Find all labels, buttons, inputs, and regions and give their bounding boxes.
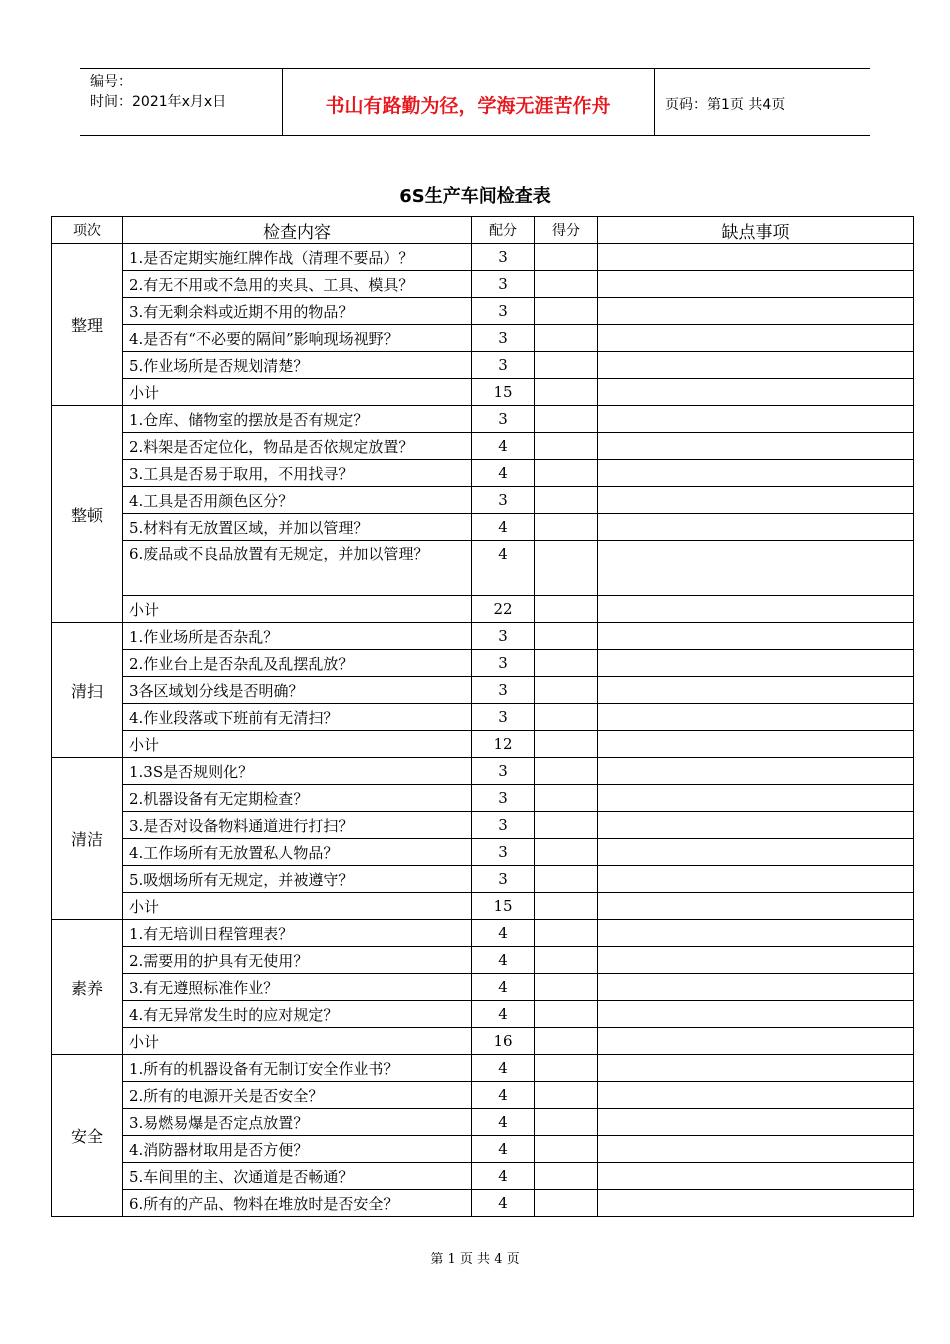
check-content-cell: 小计 <box>123 1028 472 1055</box>
defects-cell[interactable] <box>598 271 914 298</box>
defects-cell[interactable] <box>598 623 914 650</box>
header-motto: 书山有路勤为径，学海无涯苦作舟 <box>325 95 611 117</box>
score-cell[interactable] <box>535 514 598 541</box>
header-content: 检查内容 <box>123 217 472 244</box>
check-content-cell: 5.吸烟场所有无规定，并被遵守？ <box>123 866 472 893</box>
category-cell: 素养 <box>52 920 123 1055</box>
defects-cell[interactable] <box>598 704 914 731</box>
table-row <box>52 1001 914 1028</box>
check-content-cell: 1.所有的机器设备有无制订安全作业书？ <box>123 1055 472 1082</box>
defects-cell[interactable] <box>598 1109 914 1136</box>
max-score-cell: 15 <box>472 893 535 920</box>
subtotal-row <box>52 731 914 758</box>
score-cell[interactable] <box>535 379 598 406</box>
table-row <box>52 839 914 866</box>
score-cell[interactable] <box>535 325 598 352</box>
max-score-cell: 3 <box>472 298 535 325</box>
inspection-table <box>51 216 914 1217</box>
score-cell[interactable] <box>535 1190 598 1217</box>
defects-cell[interactable] <box>598 785 914 812</box>
defects-cell[interactable] <box>598 1001 914 1028</box>
table-row <box>52 758 914 785</box>
score-cell[interactable] <box>535 1163 598 1190</box>
score-cell[interactable] <box>535 623 598 650</box>
table-row <box>52 514 914 541</box>
max-score-cell: 4 <box>472 974 535 1001</box>
check-content-cell: 5.作业场所是否规划清楚？ <box>123 352 472 379</box>
table-row <box>52 947 914 974</box>
defects-cell[interactable] <box>598 650 914 677</box>
check-content-cell: 4.工具是否用颜色区分？ <box>123 487 472 514</box>
score-cell[interactable] <box>535 893 598 920</box>
table-row <box>52 244 914 271</box>
defects-cell[interactable] <box>598 893 914 920</box>
max-score-cell: 3 <box>472 487 535 514</box>
check-content-cell: 2.料架是否定位化，物品是否依规定放置？ <box>123 433 472 460</box>
max-score-cell: 4 <box>472 433 535 460</box>
defects-cell[interactable] <box>598 974 914 1001</box>
defects-cell[interactable] <box>598 298 914 325</box>
page-footer: 第 1 页 共 4 页 <box>430 1252 520 1267</box>
table-row <box>52 1136 914 1163</box>
check-content-cell: 2.有无不用或不急用的夹具、工具、模具？ <box>123 271 472 298</box>
header-defects: 缺点事项 <box>598 217 914 244</box>
max-score-cell: 3 <box>472 271 535 298</box>
score-cell[interactable] <box>535 433 598 460</box>
table-row <box>52 1163 914 1190</box>
max-score-cell: 4 <box>472 947 535 974</box>
check-content-cell: 3.工具是否易于取用，不用找寻？ <box>123 460 472 487</box>
max-score-cell: 3 <box>472 866 535 893</box>
score-cell[interactable] <box>535 1055 598 1082</box>
check-content-cell: 6.所有的产品、物料在堆放时是否安全？ <box>123 1190 472 1217</box>
defects-cell[interactable] <box>598 541 914 596</box>
score-cell[interactable] <box>535 1109 598 1136</box>
document-number-label: 编号： <box>90 74 132 90</box>
category-cell: 整理 <box>52 244 123 406</box>
inspection-table-body <box>52 217 914 1217</box>
table-row <box>52 677 914 704</box>
table-row <box>52 460 914 487</box>
defects-cell[interactable] <box>598 839 914 866</box>
check-content-cell: 3各区域划分线是否明确？ <box>123 677 472 704</box>
category-cell: 安全 <box>52 1055 123 1217</box>
score-cell[interactable] <box>535 1136 598 1163</box>
table-row <box>52 1055 914 1082</box>
score-cell[interactable] <box>535 244 598 271</box>
score-cell[interactable] <box>535 866 598 893</box>
check-content-cell: 5.材料有无放置区域，并加以管理？ <box>123 514 472 541</box>
score-cell[interactable] <box>535 974 598 1001</box>
max-score-cell: 3 <box>472 244 535 271</box>
check-content-cell: 6.废品或不良品放置有无规定，并加以管理？ <box>123 541 472 596</box>
defects-cell[interactable] <box>598 947 914 974</box>
max-score-cell: 3 <box>472 839 535 866</box>
defects-cell[interactable] <box>598 487 914 514</box>
score-cell[interactable] <box>535 352 598 379</box>
max-score-cell: 3 <box>472 812 535 839</box>
defects-cell[interactable] <box>598 758 914 785</box>
table-row <box>52 406 914 433</box>
max-score-cell: 4 <box>472 1055 535 1082</box>
table-row <box>52 974 914 1001</box>
defects-cell[interactable] <box>598 866 914 893</box>
check-content-cell: 4.有无异常发生时的应对规定？ <box>123 1001 472 1028</box>
defects-cell[interactable] <box>598 812 914 839</box>
max-score-cell: 4 <box>472 1001 535 1028</box>
check-content-cell: 3.有无剩余料或近期不用的物品？ <box>123 298 472 325</box>
score-cell[interactable] <box>535 947 598 974</box>
page-title: 6S生产车间检查表 <box>399 186 551 207</box>
defects-cell[interactable] <box>598 1136 914 1163</box>
check-content-cell: 1.3S是否规则化？ <box>123 758 472 785</box>
check-content-cell: 3.易燃易爆是否定点放置？ <box>123 1109 472 1136</box>
defects-cell[interactable] <box>598 514 914 541</box>
check-content-cell: 2.作业台上是否杂乱及乱摆乱放？ <box>123 650 472 677</box>
score-cell[interactable] <box>535 460 598 487</box>
score-cell[interactable] <box>535 785 598 812</box>
header-page-info: 页码：第1页 共4页 <box>665 97 786 113</box>
table-row <box>52 352 914 379</box>
subtotal-row <box>52 379 914 406</box>
max-score-cell: 3 <box>472 650 535 677</box>
score-cell[interactable] <box>535 731 598 758</box>
header-meta <box>90 72 226 112</box>
max-score-cell: 15 <box>472 379 535 406</box>
check-content-cell: 3.是否对设备物料通道进行打扫？ <box>123 812 472 839</box>
check-content-cell: 小计 <box>123 731 472 758</box>
check-content-cell: 1.有无培训日程管理表？ <box>123 920 472 947</box>
table-row <box>52 650 914 677</box>
score-cell[interactable] <box>535 920 598 947</box>
table-row <box>52 433 914 460</box>
subtotal-row <box>52 1028 914 1055</box>
max-score-cell: 4 <box>472 1109 535 1136</box>
score-cell[interactable] <box>535 677 598 704</box>
max-score-cell: 3 <box>472 406 535 433</box>
table-row <box>52 271 914 298</box>
check-content-cell: 小计 <box>123 893 472 920</box>
table-row <box>52 1190 914 1217</box>
defects-cell[interactable] <box>598 352 914 379</box>
max-score-cell: 4 <box>472 514 535 541</box>
defects-cell[interactable] <box>598 406 914 433</box>
defects-cell[interactable] <box>598 920 914 947</box>
score-cell[interactable] <box>535 650 598 677</box>
max-score-cell: 4 <box>472 460 535 487</box>
table-row <box>52 1082 914 1109</box>
max-score-cell: 4 <box>472 1190 535 1217</box>
check-content-cell: 4.消防器材取用是否方便？ <box>123 1136 472 1163</box>
max-score-cell: 3 <box>472 677 535 704</box>
defects-cell[interactable] <box>598 1190 914 1217</box>
table-row <box>52 920 914 947</box>
header-item: 项次 <box>52 217 123 244</box>
check-content-cell: 3.有无遵照标准作业？ <box>123 974 472 1001</box>
subtotal-row <box>52 893 914 920</box>
defects-cell[interactable] <box>598 677 914 704</box>
defects-cell[interactable] <box>598 1163 914 1190</box>
check-content-cell: 4.作业段落或下班前有无清扫？ <box>123 704 472 731</box>
table-row <box>52 1109 914 1136</box>
table-row <box>52 541 914 596</box>
score-cell[interactable] <box>535 298 598 325</box>
table-row <box>52 704 914 731</box>
score-cell[interactable] <box>535 271 598 298</box>
header-max-score: 配分 <box>472 217 535 244</box>
score-cell[interactable] <box>535 541 598 596</box>
category-cell: 整顿 <box>52 406 123 623</box>
defects-cell[interactable] <box>598 1028 914 1055</box>
score-cell[interactable] <box>535 1028 598 1055</box>
max-score-cell: 16 <box>472 1028 535 1055</box>
defects-cell[interactable] <box>598 1082 914 1109</box>
table-row <box>52 623 914 650</box>
score-cell[interactable] <box>535 704 598 731</box>
score-cell[interactable] <box>535 758 598 785</box>
check-content-cell: 2.机器设备有无定期检查？ <box>123 785 472 812</box>
header-top-rule <box>80 68 870 69</box>
check-content-cell: 4.是否有“不必要的隔间”影响现场视野？ <box>123 325 472 352</box>
table-row <box>52 866 914 893</box>
table-row <box>52 812 914 839</box>
table-row <box>52 298 914 325</box>
max-score-cell: 4 <box>472 1163 535 1190</box>
score-cell[interactable] <box>535 596 598 623</box>
check-content-cell: 1.作业场所是否杂乱？ <box>123 623 472 650</box>
defects-cell[interactable] <box>598 325 914 352</box>
check-content-cell: 1.是否定期实施红牌作战（清理不要品）？ <box>123 244 472 271</box>
max-score-cell: 3 <box>472 623 535 650</box>
score-cell[interactable] <box>535 1001 598 1028</box>
document-date-label: 时间：2021年x月x日 <box>90 94 227 110</box>
check-content-cell: 2.所有的电源开关是否安全？ <box>123 1082 472 1109</box>
category-cell: 清洁 <box>52 758 123 920</box>
category-cell: 清扫 <box>52 623 123 758</box>
max-score-cell: 3 <box>472 352 535 379</box>
table-header-row <box>52 217 914 244</box>
header-bottom-rule <box>80 135 870 136</box>
check-content-cell: 小计 <box>123 596 472 623</box>
max-score-cell: 4 <box>472 920 535 947</box>
score-cell[interactable] <box>535 1082 598 1109</box>
score-cell[interactable] <box>535 406 598 433</box>
subtotal-row <box>52 596 914 623</box>
max-score-cell: 4 <box>472 1082 535 1109</box>
max-score-cell: 4 <box>472 1136 535 1163</box>
check-content-cell: 5.车间里的主、次通道是否畅通？ <box>123 1163 472 1190</box>
max-score-cell: 3 <box>472 704 535 731</box>
defects-cell[interactable] <box>598 1055 914 1082</box>
table-row <box>52 785 914 812</box>
max-score-cell: 3 <box>472 325 535 352</box>
defects-cell[interactable] <box>598 731 914 758</box>
check-content-cell: 小计 <box>123 379 472 406</box>
check-content-cell: 4.工作场所有无放置私人物品？ <box>123 839 472 866</box>
check-content-cell: 2.需要用的护具有无使用？ <box>123 947 472 974</box>
defects-cell[interactable] <box>598 596 914 623</box>
defects-cell[interactable] <box>598 433 914 460</box>
defects-cell[interactable] <box>598 379 914 406</box>
max-score-cell: 22 <box>472 596 535 623</box>
score-cell[interactable] <box>535 839 598 866</box>
max-score-cell: 12 <box>472 731 535 758</box>
table-row <box>52 487 914 514</box>
check-content-cell: 1.仓库、储物室的摆放是否有规定？ <box>123 406 472 433</box>
max-score-cell: 4 <box>472 541 535 596</box>
max-score-cell: 3 <box>472 758 535 785</box>
defects-cell[interactable] <box>598 460 914 487</box>
score-cell[interactable] <box>535 487 598 514</box>
score-cell[interactable] <box>535 812 598 839</box>
table-row <box>52 325 914 352</box>
max-score-cell: 3 <box>472 785 535 812</box>
header-divider <box>654 69 655 135</box>
defects-cell[interactable] <box>598 244 914 271</box>
header-score: 得分 <box>535 217 598 244</box>
